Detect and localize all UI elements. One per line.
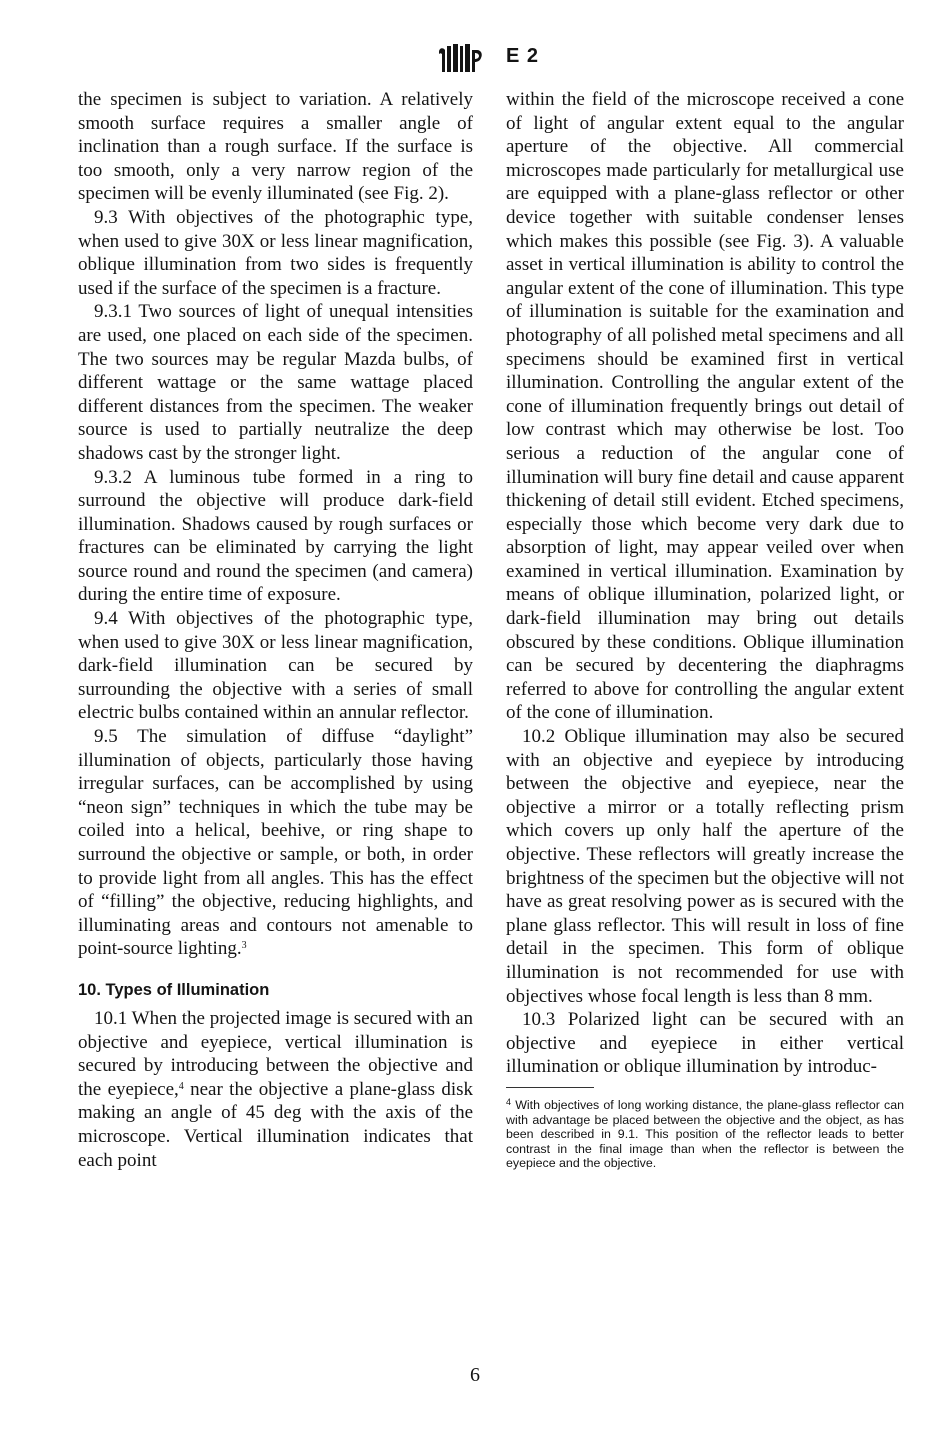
paragraph-9-5 — [78, 725, 473, 961]
paragraph-10-1-text-b: near the objective a plane-glass disk making an angle of 45 deg with the axis of the microscope. Vertical illumination indicates that each point — [78, 1078, 474, 1171]
paragraph-9-3-1: 9.3.1 Two sources of light of unequal intensities are used, one placed on each side of the specimen. The two sources may be regular Mazda bulbs, of different wattage or the same wattage placed different distances from the specimen. The weaker source is used to partially neutralize the deep shadows cast by the stronger light. — [78, 301, 473, 464]
paragraph-10-3: 10.3 Polarized light can be secured with an objective and eyepiece in either vertical illumination or oblique illumination by introduc- — [506, 1009, 904, 1078]
left-column — [78, 88, 473, 1172]
footnote-divider — [506, 1087, 594, 1088]
paragraph-10-1-continued: within the field of the microscope received a cone of light of angular extent equal to the angular aperture of the objective. All commercial microscopes made particularly for metallurgical use are equipped with a plane-glass reflector or other device together with suitable condenser lenses which makes this possible (see Fig. 3). A valuable asset in vertical illumination is ability to control the angular extent of the cone of illumination. This type of illumination is suitable for the examination and photography of all polished metal specimens and all specimens should be examined first in vertical illumination. Controlling the angular extent of the cone of illumination frequently brings out detail of low contrast which may otherwise be lost. Too serious a reduction of the angular cone of illumination will bury fine detail and cause apparent thickening of detail still evident. Etched specimens, especially those which become very dark due to absorption of light, may appear veiled over when examined in vertical illumination. Examination by means of oblique illumination, polarized light, or dark-field illumination may bring out details obscured by these conditions. Oblique illumination can be secured by decentering the diaphragms referred to above for controlling the angular extent of the cone of illumination. — [506, 89, 904, 724]
paragraph-9-4: 9.4 With objectives of the photographic type, when used to give 30X or less linear magnification, dark-field illumination can be secured by surrounding the objective with a series of small electric bulbs contained within an annular reflector. — [78, 608, 473, 724]
paragraph-10-2: 10.2 Oblique illumination may also be secured with an objective and eyepiece by introducing between the objective and eyepiece, near the objective a mirror or a totally reflecting prism which covers up only half the aperture of the objective. These reflectors will greatly increase the brightness of the specimen but the objective will not have as great resolving power as is secured with the plane glass reflector. This will result in loss of fine detail in the specimen. This form of oblique illumination is not recommended for use with objectives whose focal length is less than 8 mm. — [506, 726, 904, 1007]
paragraph-9-5-text: 9.5 The simulation of diffuse “daylight” illumination of objects, particularly those having irregular surfaces, can be accomplished by using “neon sign” techniques in which the tube may be coiled into a helical, beehive, or ring shape to surround the objective or sample, or both, in order to provide light from all angles. This has the effect of “filling” the objective, reducing highlights, and illuminating areas and contours not amenable to point-source lighting. — [78, 726, 473, 960]
paragraph-9-2-continued: the specimen is subject to variation. A relatively smooth surface requires a smaller angle of inclination than a rough surface. If the surface is too smooth, only a very narrow region of the specimen will be evenly illuminated (see Fig. 2). — [78, 89, 473, 205]
paragraph-10-1 — [78, 1007, 473, 1172]
footnote-ref-3: 3 — [241, 940, 247, 952]
page-number: 6 — [470, 1364, 480, 1386]
footnote-4 — [506, 1098, 904, 1171]
standard-designation: E 2 — [506, 45, 540, 67]
paragraph-9-3-2: 9.3.2 A luminous tube formed in a ring to surround the objective will produce dark-field illumination. Shadows caused by rough surfaces or fractures can be eliminated by carrying the light source round and round the specimen (and camera) during the entire time of exposure. — [78, 466, 473, 606]
footnote-mark: 4 — [506, 1096, 512, 1107]
paragraph-9-3: 9.3 With objectives of the photographic type, when used to give 30X or less linear magnification, oblique illumination from two sides is frequently used if the surface of the specimen is a fracture. — [78, 206, 473, 299]
footnote-ref-4: 4 — [178, 1080, 184, 1092]
section-heading-types-of-illumination: 10. Types of Illumination — [78, 980, 270, 999]
right-column — [506, 88, 904, 1171]
page-header — [0, 42, 950, 82]
footnote-text: With objectives of long working distance, the plane-glass reflector can with advantage be placed between the objective and the object, as has been described in 9.1. This position of the reflector leads to better contrast in the final image than when the reflector is between the eyepiece and the objective. — [506, 1097, 904, 1171]
paragraph-10-1-text-a: 10.1 When the projected image is secured with an objective and eyepiece, vertical illumination is secured by introducing between the objective and the eyepiece, — [78, 1007, 473, 1100]
astm-logo-icon — [437, 42, 485, 76]
